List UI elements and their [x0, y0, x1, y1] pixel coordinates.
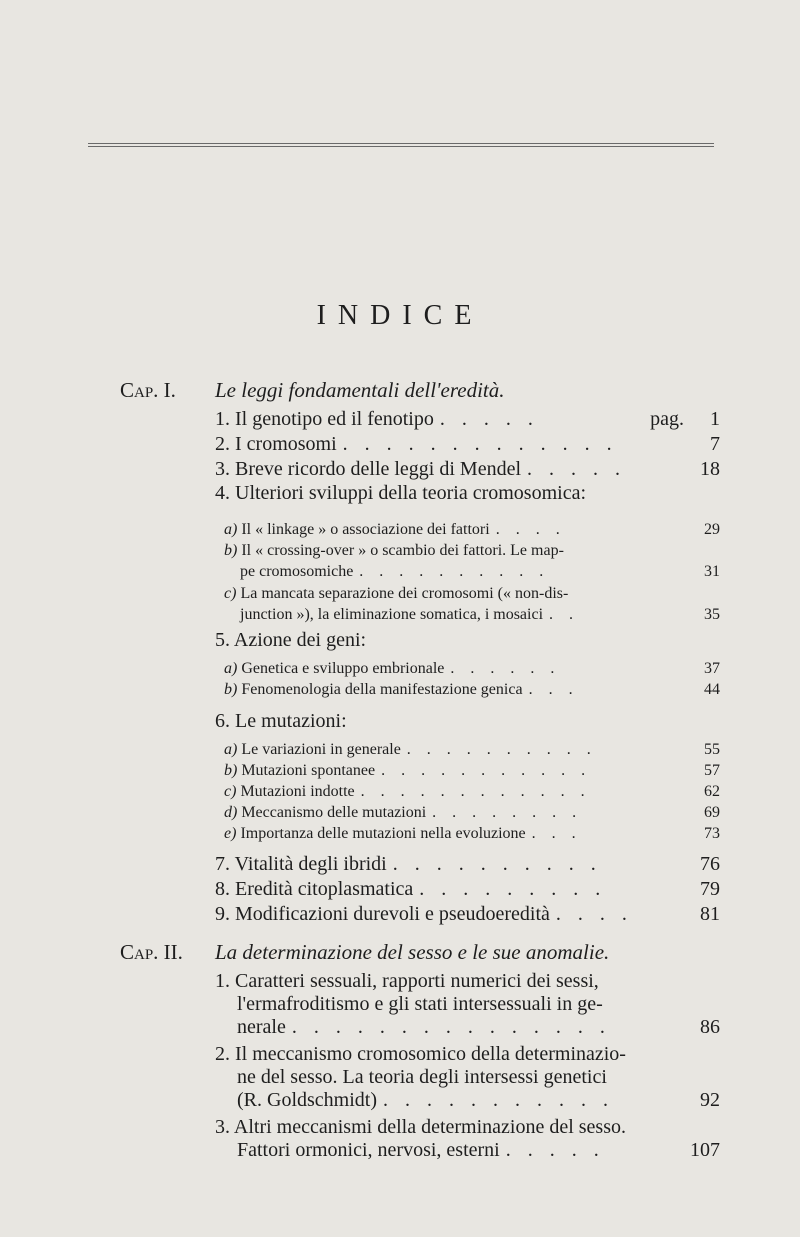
chapter-title: La determinazione del sesso e le sue anomalie.	[215, 940, 610, 964]
chapter-label: Cap. I.	[120, 378, 176, 402]
toc-entry-3: 3. Breve ricordo delle leggi di Mendel . . . . . 18	[215, 458, 720, 480]
toc-entry-7: 7. Vitalità degli ibridi . . . . . . . . . . 76	[215, 853, 720, 875]
toc-entry-6: 6. Le mutazioni:	[215, 710, 347, 732]
toc-entry-4: 4. Ulteriori sviluppi della teoria cromosomica:	[215, 482, 587, 504]
page-number: 7	[710, 433, 720, 455]
page-number: 18	[700, 458, 720, 480]
toc-subentry-6b: b) Mutazioni spontanee . . . . . . . . . . . 57	[224, 762, 720, 779]
toc-entry-5: 5. Azione dei geni:	[215, 629, 367, 651]
toc-entry-3: 3. Altri meccanismi della determinazione del sesso. Fattori ormonici, nervosi, esterni . . . . . 107	[215, 1116, 720, 1161]
toc-subentry-6d: d) Meccanismo delle mutazioni . . . . . . . . 69	[224, 804, 720, 821]
page-title: INDICE	[316, 300, 484, 331]
chapter-label: Cap. II.	[120, 940, 183, 964]
toc-subentry-5b: b) Fenomenologia della manifestazione genica . . . 44	[224, 681, 720, 698]
toc-entry-8: 8. Eredità citoplasmatica . . . . . . . . . 79	[215, 878, 720, 900]
chapter-title: Le leggi fondamentali dell'eredità.	[215, 378, 505, 402]
pag-label: pag.	[650, 408, 684, 430]
toc-entry-1: 1. Il genotipo ed il fenotipo . . . . . pag. 1	[215, 408, 720, 430]
toc-subentry-4a: a) Il « linkage » o associazione dei fattori . . . . 29	[224, 521, 720, 538]
toc-entry-2: 2. I cromosomi . . . . . . . . . . . . . 7	[215, 433, 720, 455]
toc-subentry-4b: b) Il « crossing-over » o scambio dei fattori. Le map- pe cromosomiche . . . . . . . . . . 31	[224, 542, 720, 580]
top-rule-2	[88, 146, 714, 147]
toc-entry-1: 1. Caratteri sessuali, rapporti numerici dei sessi, l'ermafroditismo e gli stati intersessuali in ge- nerale . . . . . . . . . . . . . . . 86	[215, 970, 720, 1038]
page-number: 1	[710, 408, 720, 430]
toc-subentry-6e: e) Importanza delle mutazioni nella evoluzione . . . 73	[224, 825, 720, 842]
toc-entry-2: 2. Il meccanismo cromosomico della determinazio- ne del sesso. La teoria degli intersessi genetici (R. Goldschmidt) . . . . . . . . . . . 92	[215, 1043, 720, 1111]
toc-subentry-5a: a) Genetica e sviluppo embrionale . . . . . . 37	[224, 660, 720, 677]
toc-subentry-4c: c) La mancata separazione dei cromosomi (« non-dis- junction »), la eliminazione somatica, i mosaici . . 35	[224, 585, 720, 623]
toc-subentry-6a: a) Le variazioni in generale . . . . . . . . . . 55	[224, 741, 720, 758]
top-rule	[88, 143, 714, 144]
toc-subentry-6c: c) Mutazioni indotte . . . . . . . . . . . . 62	[224, 783, 720, 800]
toc-entry-9: 9. Modificazioni durevoli e pseudoeredità . . . . 81	[215, 903, 720, 925]
